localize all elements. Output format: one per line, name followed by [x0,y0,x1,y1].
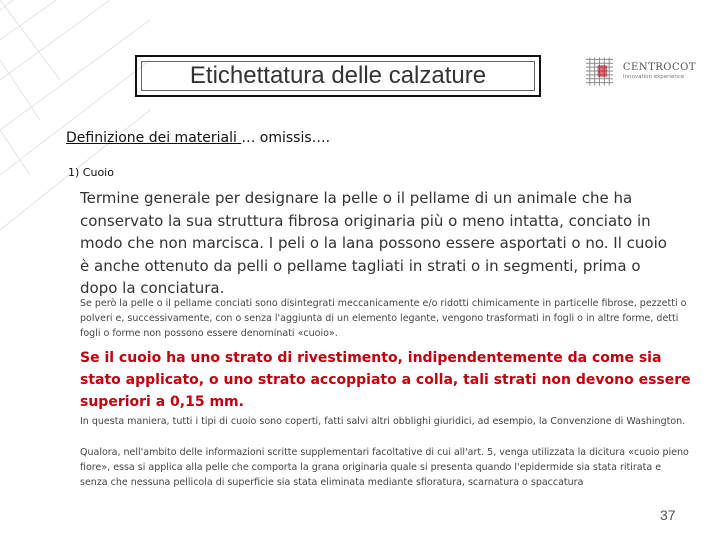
note-paragraph-coverage: In questa maniera, tutti i tipi di cuoio sono coperti, fatti salvi altri obblighi giuridici, ad esempio, la Convenzione di Washington. [80,416,686,427]
logo-tagline: Innovation experience [622,74,685,81]
section-heading [66,130,330,146]
subheading-cuoio: 1) Cuoio [68,166,114,179]
page-number: 37 [660,507,676,523]
slide-title: Etichettatura delle calzature [189,62,487,89]
note-paragraph-pieno-fiore: Qualora, nell'ambito delle informazioni scritte supplementari facoltative di cui all'art. 5, venga utilizzata la dicitura «cuoio pieno fiore», essa si applica alla pelle che comporta la grana originaria quale si presenta quando l'epidermide sia stata ritirata e senza che nessuna pellicola di superficie sia stata eliminata mediante sfioratura, scarnatura o spaccatura [80,447,689,488]
section-heading-underlined: Definizione dei materiali [66,130,242,146]
section-heading-rest: … omissis…. [241,130,331,146]
centrocot-logo-icon [584,56,619,88]
title-box [135,55,541,97]
highlight-paragraph: Se il cuoio ha uno strato di rivestimento, indipendentemente da come sia stato applicato, o uno strato accoppiato a colla, tali strati non devono essere superiori a 0,15 mm. [80,350,691,410]
definition-paragraph: Termine generale per designare la pelle o il pellame di un animale che ha conservato la sua struttura fibrosa originaria più o meno intatta, conciato in modo che non marcisca. I peli o la lana possono essere asportati o no. Il cuoio è anche ottenuto da pelli o pellame tagliati in strati o in segmenti, prima o dopo la conciatura. [80,189,667,297]
note-paragraph-disintegrated: Se però la pelle o il pellame conciati sono disintegrati meccanicamente e/o ridotti chimicamente in particelle fibrose, pezzetti o polveri e, successivamente, con o senza l'aggiunta di un elemento legante, vengono trasformati in fogli o in altre forme, detti fogli o forme non possono essere denominati «cuoio». [80,298,687,339]
logo-name: CENTROCOT [622,62,696,74]
centrocot-logo [584,56,696,88]
